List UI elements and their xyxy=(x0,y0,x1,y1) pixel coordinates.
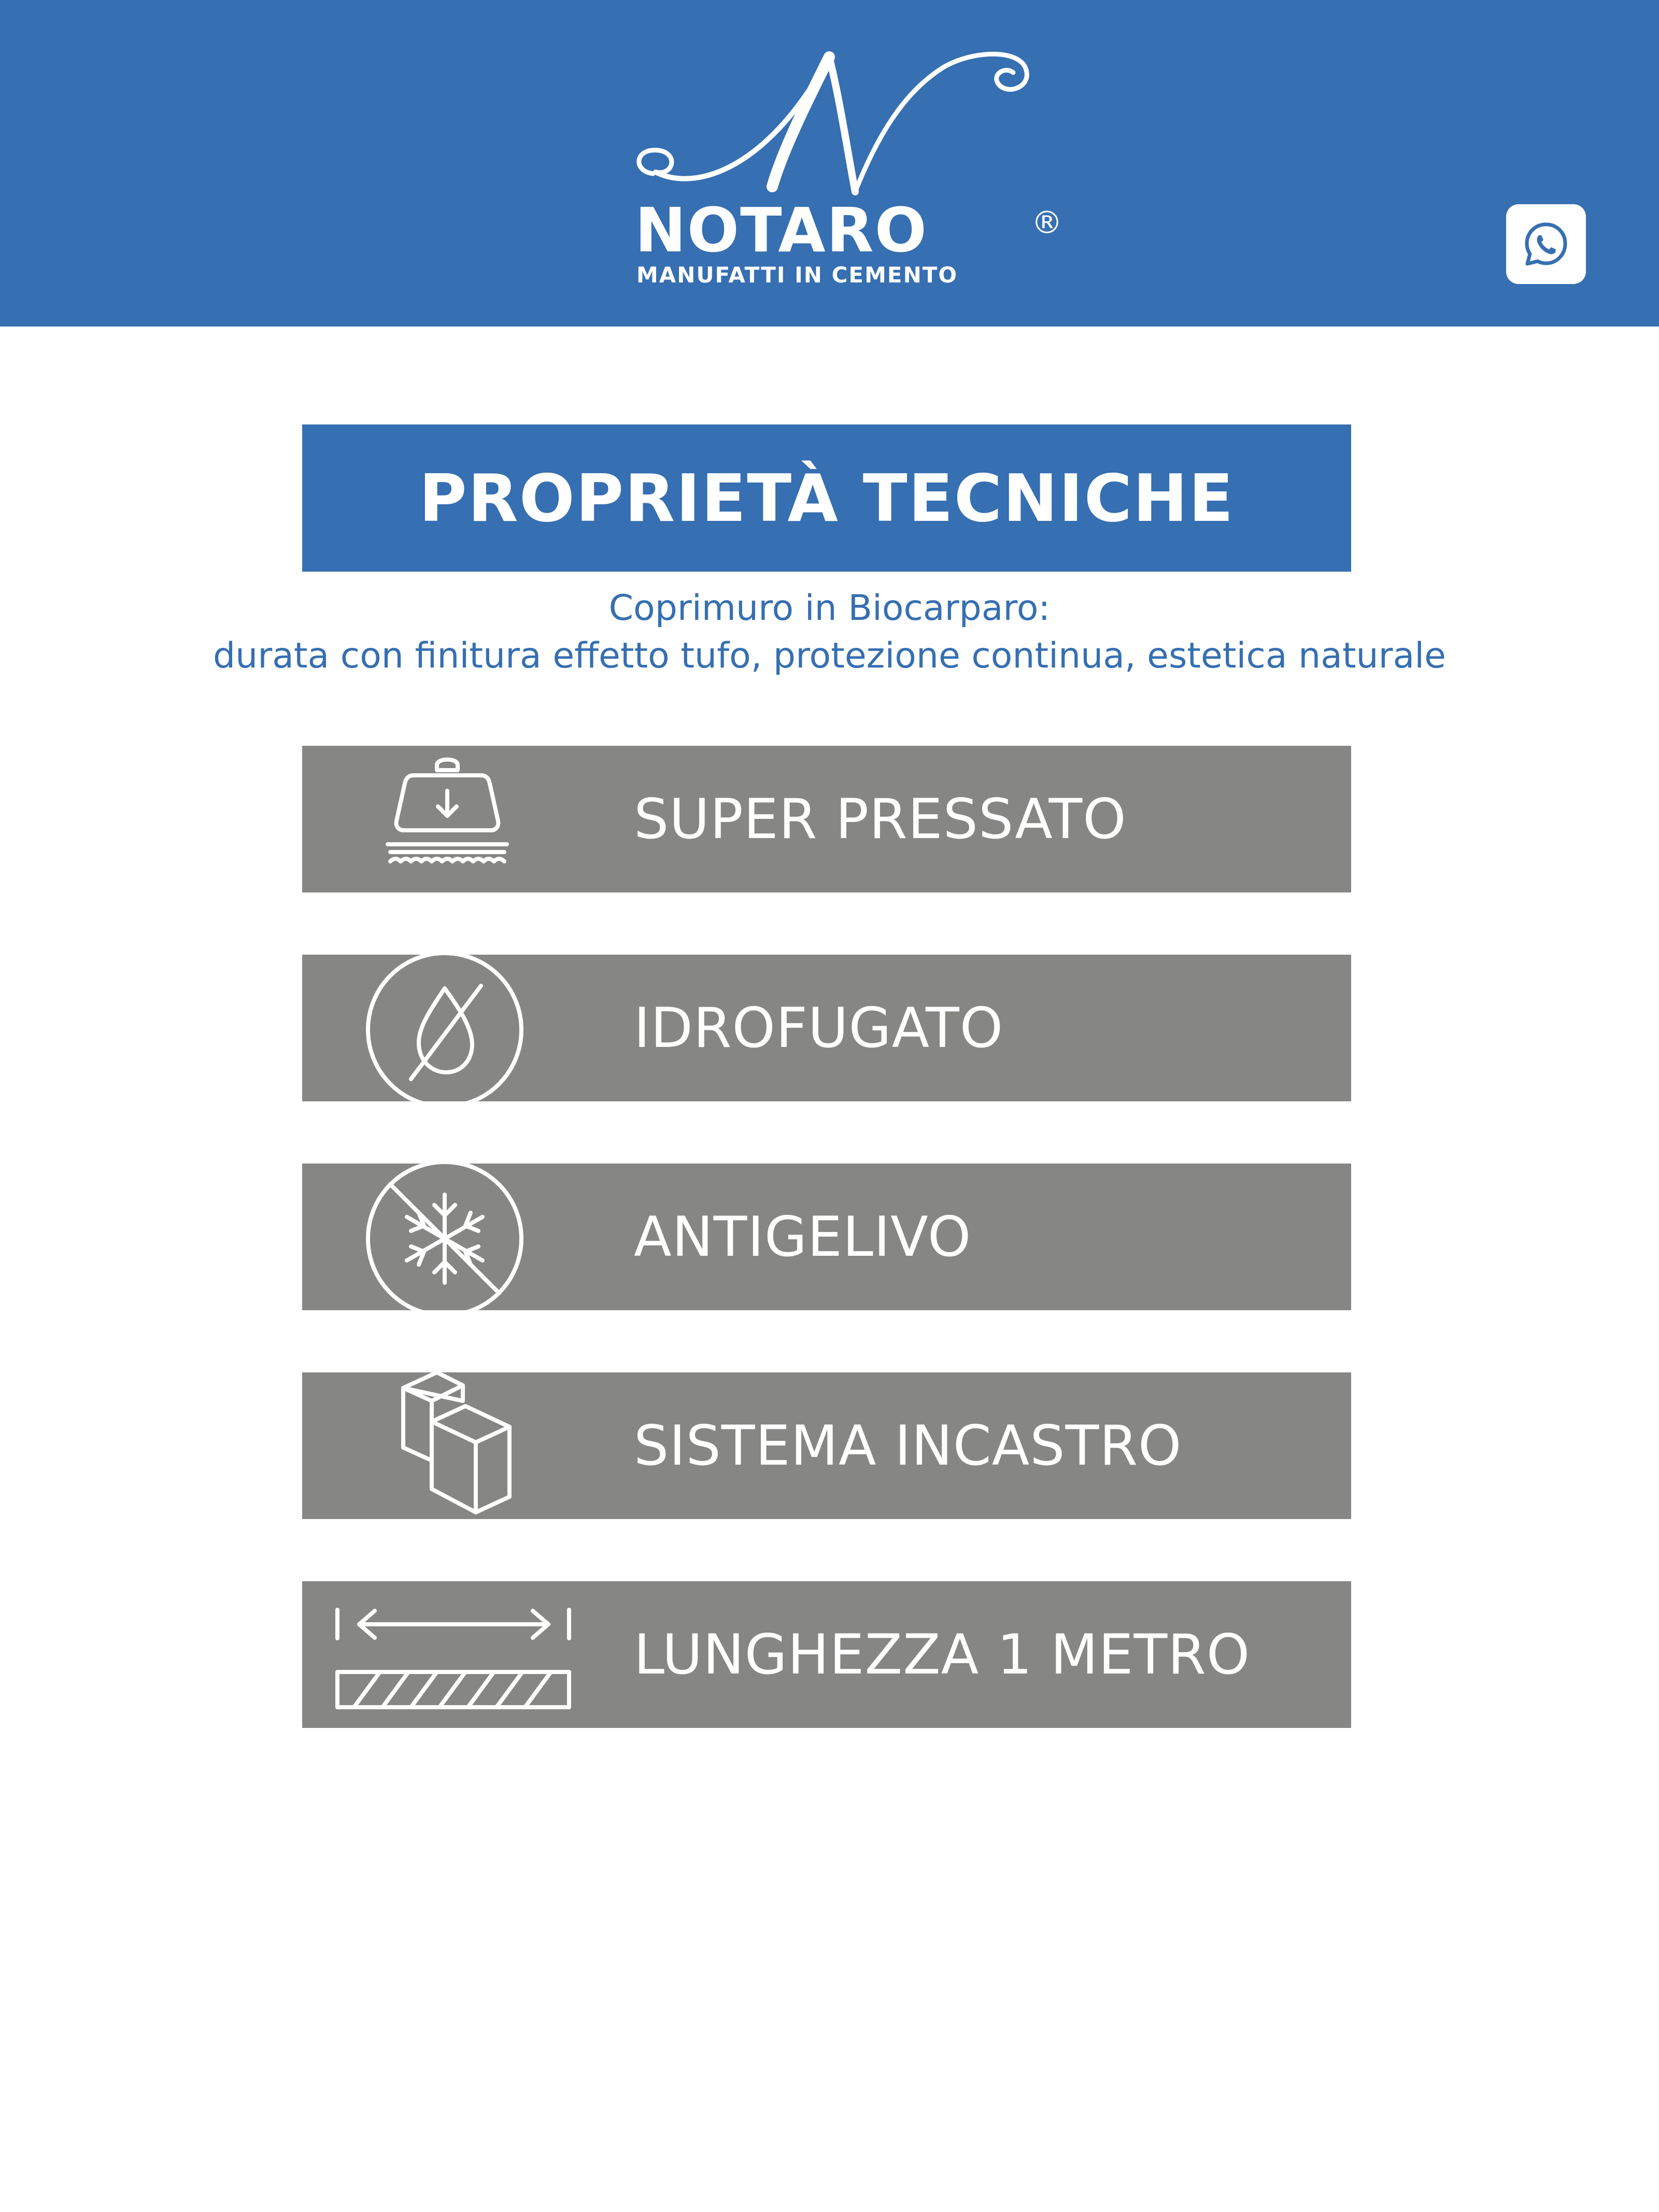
whatsapp-icon xyxy=(1520,218,1572,270)
header-bar xyxy=(0,0,1659,327)
feature-item-lunghezza-1-metro xyxy=(302,1581,1351,1728)
interlocking-blocks-icon xyxy=(359,1370,525,1525)
whatsapp-button[interactable] xyxy=(1506,204,1586,284)
feature-item-super-pressato xyxy=(302,746,1351,892)
registered-mark: ® xyxy=(1031,205,1062,241)
subtitle-line-2: durata con finitura effetto tufo, protezione continua, estetica naturale xyxy=(212,635,1447,676)
feature-item-sistema-incastro xyxy=(302,1372,1351,1519)
section-subtitle xyxy=(0,585,1659,680)
feature-label: LUNGHEZZA 1 METRO xyxy=(634,1623,1251,1686)
length-measure-icon xyxy=(333,1579,499,1734)
feature-item-idrofugato xyxy=(302,955,1351,1101)
no-water-drop-icon xyxy=(359,952,525,1108)
feature-label: SUPER PRESSATO xyxy=(634,787,1127,851)
feature-label: ANTIGELIVO xyxy=(634,1205,972,1269)
brand-subtitle: MANUFATTI IN CEMENTO xyxy=(636,262,958,288)
feature-label: SISTEMA INCASTRO xyxy=(634,1414,1182,1478)
pressed-weight-icon xyxy=(359,743,525,899)
feature-item-antigelivo xyxy=(302,1164,1351,1310)
feature-label: IDROFUGATO xyxy=(634,996,1004,1060)
subtitle-line-1: Coprimuro in Biocarparo: xyxy=(608,588,1051,629)
section-title: PROPRIETÀ TECNICHE xyxy=(419,460,1235,536)
section-title-box xyxy=(302,424,1351,572)
brand-name: NOTARO xyxy=(635,194,928,266)
no-frost-snowflake-icon xyxy=(359,1161,525,1316)
